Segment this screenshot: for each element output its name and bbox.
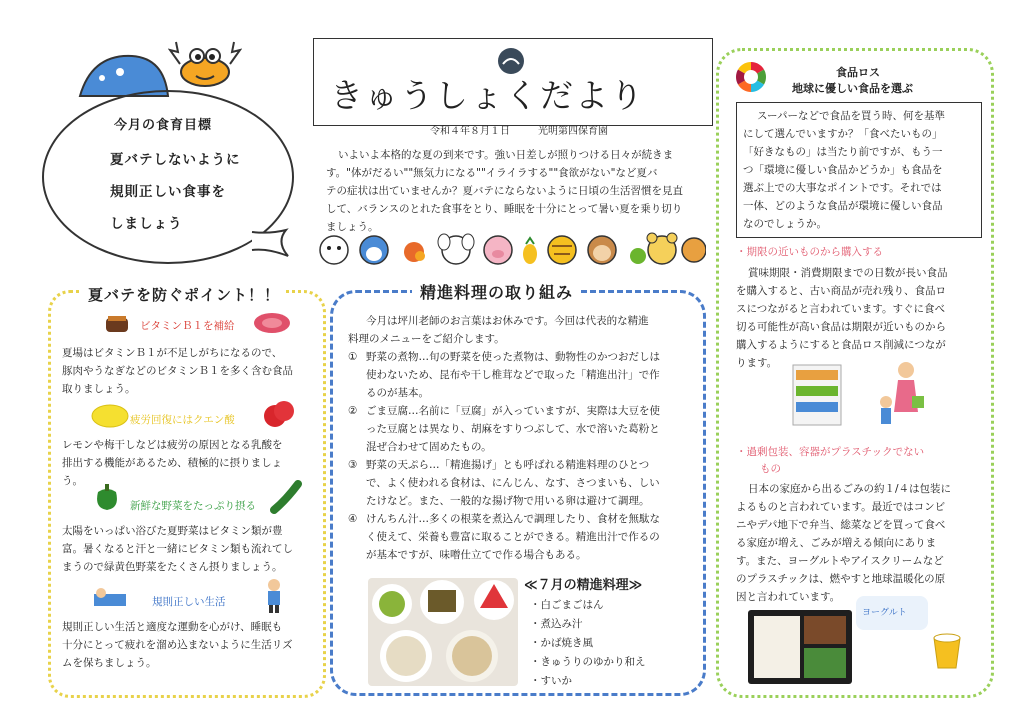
- issue-date: 令和４年８月１日: [430, 126, 510, 137]
- tip1-title: ビタミンＢ１を補給: [140, 320, 235, 332]
- goal-line-1: 夏バテしないように: [110, 152, 241, 168]
- point1-title: ・期限の近いものから購入する: [736, 246, 883, 258]
- menu-title: ≪７月の精進料理≫: [524, 578, 643, 593]
- unagi-bowl-icon: [104, 312, 130, 334]
- intro-text: いよいよ本格的な夏の到来です。強い日差しが照りつける日々が続きま す。"体がだるい""無気力になる""イライラする""食欲がない"など夏バ テの症状は出ていませんか？夏バテにならないように日頃の生活習慣を見直 して、バランスのとれた食事をとり、睡眠を十分にとって暑い夏を乗り切り ましょう。: [326, 149, 683, 233]
- tip2-title: 疲労回復にはクエン酸: [130, 414, 235, 426]
- yogurt-cup: [856, 596, 928, 630]
- tip1-text: 夏場はビタミンＢ１が不足しがちになるので、 豚肉やうなぎなどのビタミンＢ１を多く含む食品 取りましょう。: [62, 347, 293, 395]
- cucumber-icon: [268, 480, 304, 516]
- program-list: [348, 348, 693, 564]
- tip2-text: レモンや梅干しなどは疲労の原因となる乳酸を 排出する機能があるため、積極的に摂りましょ う。: [62, 439, 283, 487]
- store-shelf-illustration: [792, 364, 842, 426]
- exercising-kid-icon: [262, 578, 286, 614]
- ice-cream-cup-icon: [930, 630, 964, 670]
- point2-text: 日本の家庭から出るごみの約１/４は包装に よるものと言われています。最近ではコンビ ニやデパ地下で弁当、総菜などを買って食べ る家庭が増え、ごみが増える傾向にありま す。また、ヨーグルトやアイスクリームなど のプラスチックは、燃やすと地球温暖化の原 因と言われています。: [736, 483, 952, 603]
- menu-item: ・白ごまごはん: [530, 599, 604, 611]
- fish-tail-illustration: [250, 228, 290, 258]
- eco-food-heading: 地球に優しい食品を選ぶ: [792, 82, 913, 95]
- ham-icon: [252, 310, 292, 336]
- bento-photo: [748, 610, 852, 684]
- menu-item: ・煮込み汁: [530, 618, 583, 630]
- point2-title: ・過剰包装、容器がプラスチックでない もの: [736, 446, 925, 475]
- program-item-3: ③ 野菜の天ぷら…「精進揚げ」とも呼ばれる精進料理のひとつ で、よく使われる食材は、にんじん、なす、さつまいも、しい たけなど。また、一般的な揚げ物で用いる卵は避けて調理。: [348, 459, 660, 507]
- menu-list: [530, 596, 646, 691]
- program-item-4: ④ けんちん汁…多くの根菜を煮込んで調理したり、食材を無駄な く使えて、栄養も豊富に取ることができる。精進出汁で作るの が基本ですが、味噌仕立てで作る場合もある。: [348, 513, 660, 561]
- menu-item: ・かば焼き風: [530, 637, 593, 649]
- goal-line-2: 規則正しい食事を: [110, 184, 226, 200]
- goal-heading: 今月の食育目標: [114, 118, 213, 133]
- menu-item: ・すいか: [530, 675, 572, 687]
- food-loss-heading: 食品ロス: [836, 66, 880, 79]
- shopping-family-illustration: [876, 360, 926, 432]
- goal-line-3: しましょう: [110, 216, 183, 232]
- menu-item: ・きゅうりのゆかり和え: [530, 656, 646, 668]
- yogurt-label: ヨーグルト: [862, 608, 907, 618]
- organization-name: 光明第四保育園: [538, 126, 608, 137]
- tip3-title: 新鮮な野菜をたっぷり摂る: [130, 500, 256, 512]
- food-loss-intro: スーパーなどで食品を買う時、何を基準 にして選んでいますか？「食べたいもの」 「好きなもの」は当たり前ですが、もう一 つ「環境に優しい食品かどうか」も食品を 選ぶ上での大事なポイントです。それでは 一体、どのような食品が環境に優しい食品 なのでしょうか。: [736, 102, 982, 238]
- umeboshi-icon: [262, 398, 296, 430]
- sdgs-wheel-icon: [734, 60, 768, 94]
- program-item-1: ① 野菜の煮物…旬の野菜を使った煮物は、動物性のかつおだしは 使わないため、昆布や干し椎茸などで取った「精進出汁」で作 るのが基本。: [348, 351, 660, 399]
- animal-row-illustration: [316, 230, 706, 270]
- pepper-icon: [92, 482, 122, 512]
- meal-photo: [368, 578, 518, 686]
- lemon-icon: [90, 402, 130, 430]
- sleeping-bed-icon: [92, 582, 128, 610]
- tip3-text: 太陽をいっぱい浴びた夏野菜はビタミン類が豊 富。暑くなると汗と一緒にビタミン類も流れてし まうので緑黄色野菜をたくさん摂りましょう。: [62, 525, 293, 573]
- tip4-text: 規則正しい生活と適度な運動を心がけ、睡眠も 十分にとって疲れを溜め込まないように生活リズ ムを保ちましょう。: [62, 621, 293, 669]
- point1-text: 賞味期限・消費期限までの日数が長い食品 を購入すると、古い商品が売れ残り、食品ロ スにつながると言われています。すぐに食べ 切る可能性が高い食品は期限が近いものから 購入するようにすると食品ロス削減につなが ります。: [736, 267, 948, 369]
- page-title: きゅうしょくだより: [330, 76, 645, 115]
- tip4-title: 規則正しい生活: [152, 596, 226, 608]
- program-heading: 精進料理の取り組み: [412, 280, 581, 303]
- tips-heading: 夏バテを防ぐポイント！！: [82, 284, 286, 305]
- program-intro: 今月は坪川老師のお言葉はお休みです。今回は代表的な精進 料理のメニューをご紹介します。: [348, 315, 649, 345]
- program-item-2: ② ごま豆腐…名前に「豆腐」が入っていますが、実際は大豆を使 った豆腐とは異なり、胡麻をすりつぶして、水で溶いた葛粉と 混ぜ合わせて固めたもの。: [348, 405, 660, 453]
- crab-illustration: [168, 38, 242, 90]
